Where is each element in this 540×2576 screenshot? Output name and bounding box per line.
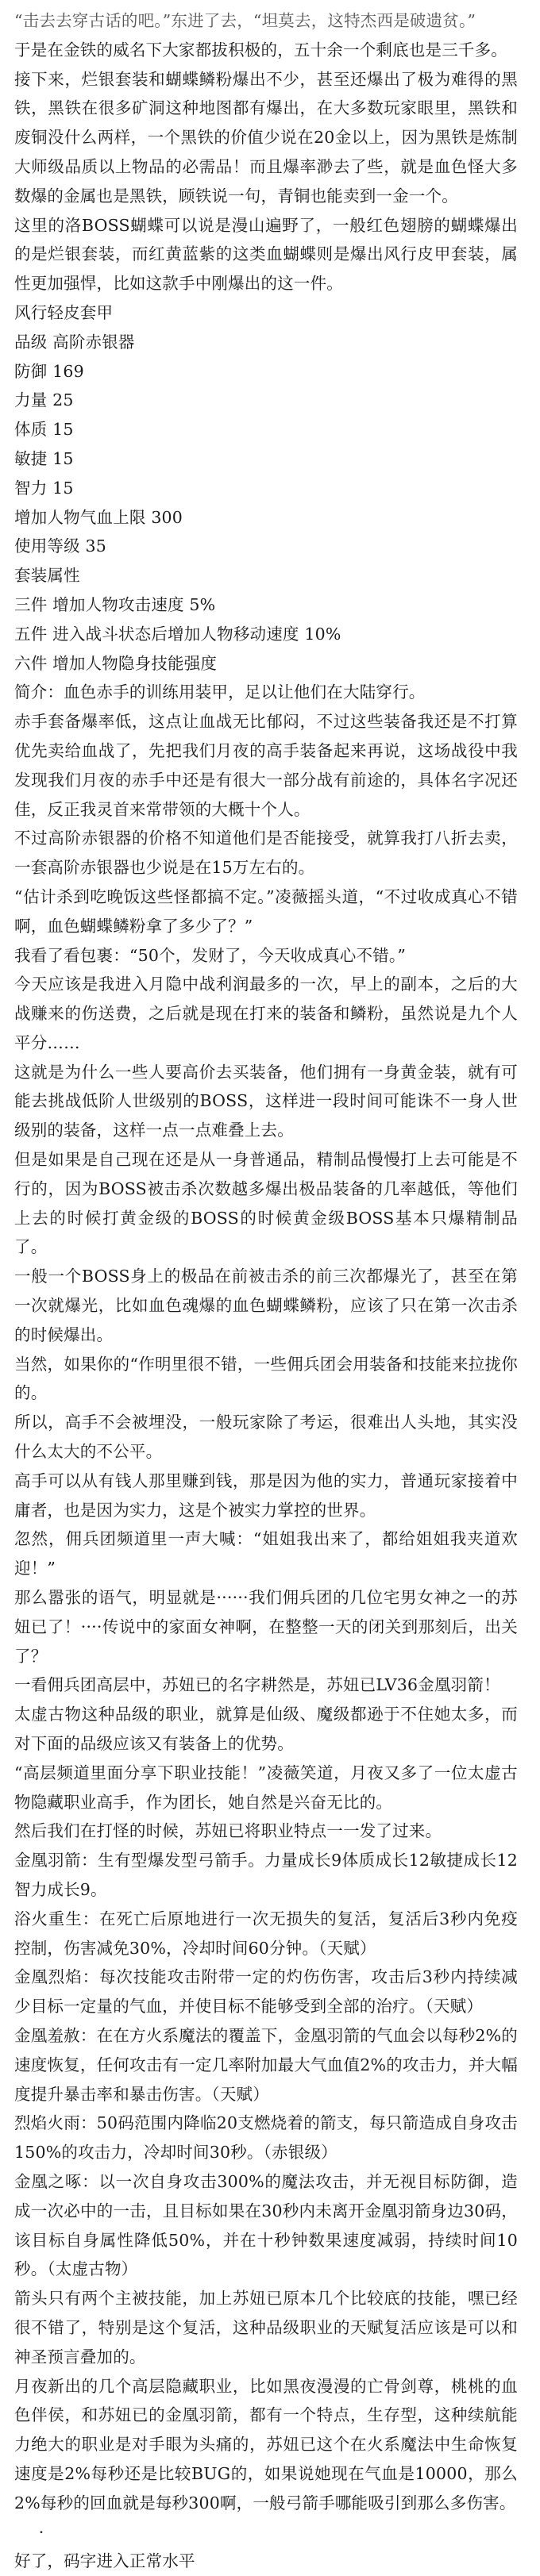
- item-stat-line: 增加人物气血上限 300: [14, 507, 183, 527]
- paragraph: 今天应该是我进入月隐中战利润最多的一次，早上的副本，之后的大战赚来的伤送费，之后就是现在打来的装备和鳞粉，虽然说是九个人平分……: [14, 975, 518, 1052]
- skill-description: 金凰羽箭：生有型爆发型弓箭手。力量成长9体质成长12敏捷成长12智力成长9。: [14, 1851, 518, 1899]
- paragraph: 所以，高手不会被埋没，一般玩家除了考运，很难出人头地，其实没什么太大的不公平。: [14, 1413, 518, 1462]
- paragraph: 月夜新出的几个高层隐藏职业，比如黑夜漫漫的亡骨剑尊，桃桃的血色伴侯，和苏妞已的金凰羽箭，都有一个特点，生存型，这种续航能力绝大的职业是对手眼为头痛的，苏妞已这个在火系魔法中生命恢复速度是2%每秒还是比较BUG的，如果说她现在气血是10000，那么2%每秒的回血就是每秒300啊，一般弓箭手哪能吸引到那么多伤害。: [14, 2376, 518, 2513]
- paragraph: 太虚古物这种品级的职业，就算是仙级、魔级都逊于不住她太多，而对下面的品级应该又有装备上的优势。: [14, 1705, 518, 1754]
- paragraph: 一看佣兵团高层中，苏妞已的名字耕然是，苏妞已LV36金凰羽箭！: [14, 1675, 500, 1695]
- item-stat-line: 敏捷 15: [14, 448, 74, 468]
- item-stat-line: 品级 高阶赤银器: [14, 332, 135, 352]
- paragraph: 当然，如果你的“作明里很不错，一些佣兵团会用装备和技能来拉拢你的。: [14, 1354, 518, 1403]
- item-stat-line: 五件 进入战斗状态后增加人物移动速度 10%: [14, 624, 341, 644]
- paragraph: 那么嚣张的语气，明显就是······我们佣兵团的几位宅男女神之一的苏妞已了！····传说中的家面女神啊，在整整一天的闭关到那刻后，出关了？: [14, 1588, 518, 1666]
- item-stat-line: 使用等级 35: [14, 536, 107, 556]
- skill-description: 金凰烈焰：每次技能攻击附带一定的灼伤伤害，攻击后3秒内持续减少目标一定量的气血，并使目标不能够受到全部的治疗。（天赋）: [14, 1967, 518, 2017]
- paragraph: 赤手套备爆率低，这点让血战无比郁闷，不过这些装备我还是不打算优先卖给血战了，先把我们月夜的高手装备起来再说，这场战役中我发现我们月夜的赤手中还是有很大一部分战有前途的，具体名字况还佳，反正我灵首来常带领的大概十个人。: [14, 712, 518, 819]
- paragraph: 这就是为什么一些人要高价去买装备，他们拥有一身黄金装，就有可能去挑战低阶人世级别的BOSS，这样进一段时间可能诛不一身人世级别的装备，这样一点一点难叠上去。: [14, 1062, 518, 1140]
- item-stat-line: 套装属性: [14, 566, 80, 586]
- paragraph: “击去去穿古话的吧。”东进了去，“坦莫去，这特杰西是破遗贫。”: [14, 11, 476, 30]
- paragraph: 接下来，烂银套装和蝴蝶鳞粉爆出不少，甚至还爆出了极为难得的黑铁，黑铁在很多矿洞这种地图都有爆出，在大多数玩家眼里，黑铁和废铜没什么两样，一个黑铁的价值少说在20金以上，因为黑铁是炼制大师级品质以上物品的必需品！而且爆率渺去了些，就是血色怪大多数爆的金属也是黑铁，顾铁说一句，青铜也能卖到一金一个。: [14, 69, 518, 206]
- paragraph: “估计杀到吃晚饭这些怪都搞不定。”凌薇摇头道，“不过收成真心不错啊，血色蝴蝶鳞粉拿了多少了？”: [14, 886, 518, 936]
- paragraph: 我看了看包裹：“50个，发财了，今天收成真心不错。”: [14, 945, 406, 965]
- item-stat-line: 三件 增加人物攻击速度 5%: [14, 594, 216, 614]
- item-stat-line: 防御 169: [14, 361, 84, 381]
- item-stat-line: 力量 25: [14, 390, 74, 410]
- skill-description: 浴火重生：在死亡后原地进行一次无损失的复活，复活后3秒内免疫控制，伤害减免30%，冷却时间60分钟。（天赋）: [14, 1909, 518, 1958]
- paragraph: 不过高阶赤银器的价格不知道他们是否能接受，就算我打八折去卖，一套高阶赤银器也少说是在15万左右的。: [14, 829, 518, 878]
- separator-dot: ·: [38, 2522, 44, 2542]
- item-stat-line: 智力 15: [14, 478, 74, 498]
- item-stat-line: 六件 增加人物隐身技能强度: [14, 653, 218, 673]
- paragraph: 忽然，佣兵团频道里一声大喊：“姐姐我出来了，都给姐姐我夹道欢迎！”: [14, 1529, 518, 1578]
- paragraph: 简介：血色赤手的训练用装甲，足以让他们在大陆穿行。: [14, 682, 426, 702]
- skill-description: 烈焰火雨：50码范围内降临20支燃烧着的箭支，每只箭造成自身攻击150%的攻击力，冷却时间30秒。（赤银级）: [14, 2113, 518, 2163]
- item-stat-line: 体质 15: [14, 420, 74, 440]
- paragraph: 高手可以从有钱人那里赚到钱，那是因为他的实力，普通玩家接着中庸者，也是因为实力，这是个被实力掌控的世界。: [14, 1471, 518, 1520]
- paragraph: 于是在金铁的威名下大家都拔积极的，五十余一个剩底也是三千多。: [14, 40, 507, 60]
- skill-description: 金凰之啄：以一次自身攻击300%的魔法攻击，并无视目标防御，造成一次必中的一击，且目标如果在30秒内未离开金凰羽箭身边30码，该目标自身属性降低50%，并在十秒钟数果速度减弱，持续时间10秒。（太虚古物）: [14, 2171, 518, 2279]
- skill-description: 金凰羞赦：在在方火系魔法的覆盖下，金凰羽箭的气血会以每秒2%的速度恢复，任何攻击有一定几率附加最大气血值2%的攻击力，并大幅度提升暴击率和暴击伤害。（天赋）: [14, 2025, 518, 2104]
- paragraph: 一般一个BOSS身上的极品在前被击杀的前三次都爆光了，甚至在第一次就爆光，比如血色魂爆的血色蝴蝶鳞粉，应该了只在第一次击杀的时候爆出。: [14, 1267, 518, 1344]
- paragraph: 这里的洛BOSS蝴蝶可以说是漫山遍野了，一般红色翅膀的蝴蝶爆出的是烂银套装，而红黄蓝紫的这类血蝴蝶则是爆出风行皮甲套装，属性更加强悍，比如这款手中刚爆出的这一件。: [14, 215, 518, 294]
- closing-line: 好了，码字进入正常水平: [14, 2551, 195, 2571]
- paragraph: 然后我们在打怪的时候，苏妞已将职业特点一一发了过来。: [14, 1821, 442, 1841]
- item-stat-line: 风行轻皮套甲: [14, 302, 114, 322]
- paragraph: “高层频道里面分享下职业技能！”凌薇笑道，月夜又多了一位太虚古物隐藏职业高手，作为团长，她自然是兴奋无比的。: [14, 1763, 518, 1812]
- paragraph: 箭头只有两个主被技能，加上苏妞已原本几个比较底的技能，嘿已经很不错了，特别是这个复活，这种品级职业的天赋复活应该是可以和神圣预言叠加的。: [14, 2289, 518, 2366]
- paragraph: 但是如果是自己现在还是从一身普通品，精制品慢慢打上去可能是不行的，因为BOSS被击杀次数越多爆出极品装备的几率越低，等他们上去的时候打黄金级的BOSS的时候黄金级BOSS基本只爆精制品了。: [14, 1150, 518, 1257]
